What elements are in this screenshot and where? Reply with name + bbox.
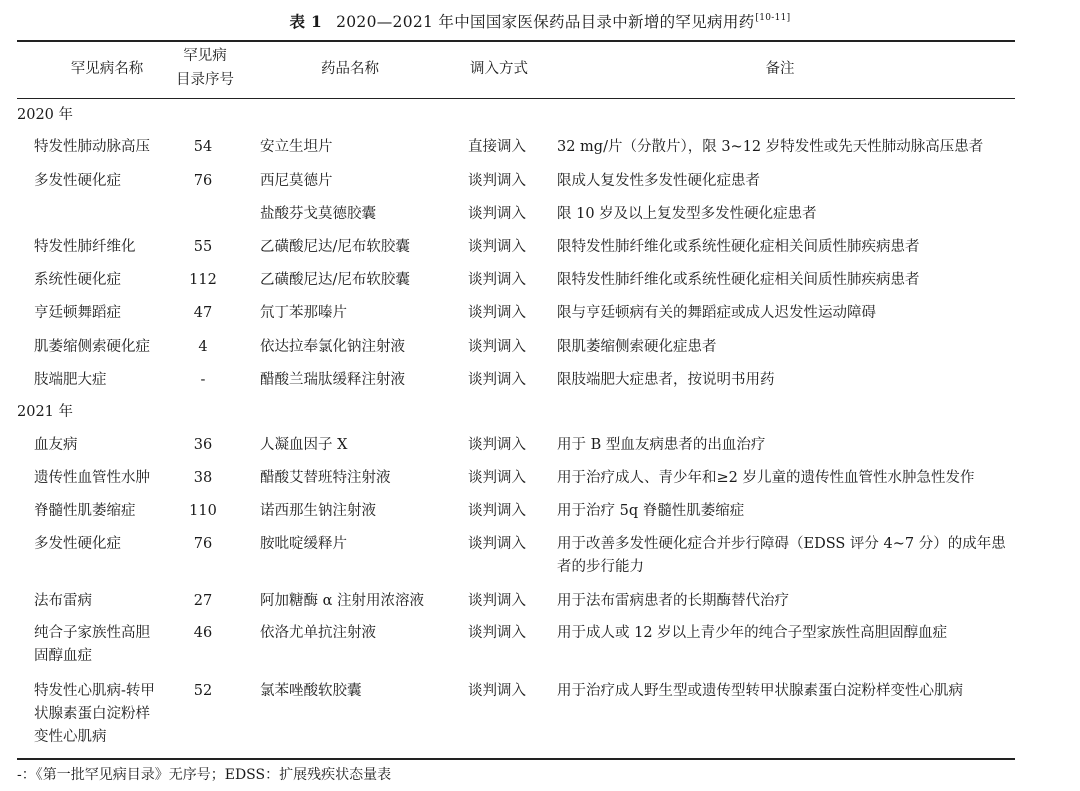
drug-name: 安立生坦片: [260, 139, 333, 155]
bottom-rule: [17, 758, 1015, 760]
remark: 用于成人或 12 岁以上青少年的纯合子型家族性高胆固醇血症: [557, 625, 948, 641]
inclusion-method: 谈判调入: [468, 173, 526, 189]
catalog-no: 112: [189, 272, 217, 288]
disease-name: 遗传性血管性水肿: [34, 470, 150, 486]
inclusion-method: 谈判调入: [468, 239, 526, 255]
disease-name: 特发性心肌病-转甲状腺素蛋白淀粉样变性心肌病: [34, 683, 155, 745]
disease-name: 特发性肺纤维化: [34, 239, 136, 255]
drug-name: 氯苯唑酸软胶囊: [260, 683, 362, 699]
drug-name: 氘丁苯那嗪片: [260, 305, 347, 321]
top-rule: [17, 40, 1015, 42]
catalog-no: 47: [193, 305, 213, 321]
table-footnote: -：《第一批罕见病目录》无序号；EDSS：扩展残疾状态量表: [17, 767, 392, 783]
header-remarks: 备注: [765, 61, 795, 77]
drug-name: 醋酸艾替班特注射液: [260, 470, 391, 486]
catalog-no: 46: [193, 625, 213, 641]
year-2021-label: 2021 年: [17, 404, 74, 420]
inclusion-method: 谈判调入: [468, 206, 526, 222]
disease-name: 纯合子家族性高胆固醇血症: [34, 625, 150, 664]
remark: 用于 B 型血友病患者的出血治疗: [557, 437, 766, 453]
drug-name: 醋酸兰瑞肽缓释注射液: [260, 372, 405, 388]
catalog-no: 52: [193, 683, 213, 699]
inclusion-method: 谈判调入: [468, 305, 526, 321]
table-label: 表 1: [289, 12, 323, 31]
inclusion-method: 谈判调入: [468, 683, 526, 699]
table-title: 2020—2021 年中国国家医保药品目录中新增的罕见病用药: [336, 13, 755, 31]
remark: 限 10 岁及以上复发型多发性硬化症患者: [557, 206, 817, 222]
drug-name: 依洛尤单抗注射液: [260, 625, 376, 641]
remark: 用于法布雷病患者的长期酶替代治疗: [557, 593, 789, 609]
header-disease-name: 罕见病名称: [70, 61, 144, 77]
drug-name: 胺吡啶缓释片: [260, 536, 347, 552]
catalog-no: 110: [189, 503, 217, 519]
year-2020-label: 2020 年: [17, 107, 74, 123]
header-drug-name: 药品名称: [321, 61, 379, 77]
remark: 限特发性肺纤维化或系统性硬化症相关间质性肺疾病患者: [557, 272, 920, 288]
catalog-no: 27: [193, 593, 213, 609]
remark: 限肢端肥大症患者，按说明书用药: [557, 372, 775, 388]
disease-name: 肌萎缩侧索硬化症: [34, 339, 150, 355]
disease-name: 亨廷顿舞蹈症: [34, 305, 121, 321]
disease-name: 肢端肥大症: [34, 372, 107, 388]
drug-name: 阿加糖酶 α 注射用浓溶液: [260, 593, 425, 609]
remark: 用于治疗 5q 脊髓性肌萎缩症: [557, 503, 745, 519]
catalog-no: 36: [193, 437, 213, 453]
disease-name: 脊髓性肌萎缩症: [34, 503, 136, 519]
remark: 用于治疗成人、青少年和≥2 岁儿童的遗传性血管性水肿急性发作: [557, 470, 975, 486]
inclusion-method: 谈判调入: [468, 625, 526, 641]
disease-name: 系统性硬化症: [34, 272, 121, 288]
reference-citation[interactable]: [10-11]: [755, 13, 791, 23]
drug-name: 人凝血因子 X: [260, 437, 348, 453]
remark: 用于治疗成人野生型或遗传型转甲状腺素蛋白淀粉样变性心肌病: [557, 683, 963, 699]
inclusion-method: 谈判调入: [468, 503, 526, 519]
inclusion-method: 谈判调入: [468, 536, 526, 552]
table-caption: [0, 10, 1080, 32]
remark: 限特发性肺纤维化或系统性硬化症相关间质性肺疾病患者: [557, 239, 920, 255]
inclusion-method: 谈判调入: [468, 437, 526, 453]
inclusion-method: 谈判调入: [468, 339, 526, 355]
catalog-no: -: [200, 372, 206, 388]
disease-name: 法布雷病: [34, 593, 92, 609]
drug-name: 依达拉奉氯化钠注射液: [260, 339, 405, 355]
catalog-no: 38: [193, 470, 213, 486]
header-catalog-no-line1: 罕见病: [183, 48, 227, 64]
remark: 32 mg/片（分散片），限 3~12 岁特发性或先天性肺动脉高压患者: [557, 139, 984, 155]
disease-name: 特发性肺动脉高压: [34, 139, 150, 155]
remark: 限肌萎缩侧索硬化症患者: [557, 339, 717, 355]
drug-name: 诺西那生钠注射液: [260, 503, 376, 519]
disease-name: 血友病: [34, 437, 78, 453]
catalog-no: 4: [198, 339, 208, 355]
remark: 用于改善多发性硬化症合并步行障碍（EDSS 评分 4~7 分）的成年患者的步行能力: [557, 536, 1006, 575]
drug-name: 乙磺酸尼达/尼布软胶囊: [260, 272, 410, 288]
drug-name: 西尼莫德片: [260, 173, 333, 189]
header-inclusion-method: 调入方式: [470, 61, 528, 77]
header-rule: [17, 98, 1015, 99]
catalog-no: 76: [193, 173, 213, 189]
disease-name: 多发性硬化症: [34, 173, 121, 189]
inclusion-method: 谈判调入: [468, 470, 526, 486]
disease-name: 多发性硬化症: [34, 536, 121, 552]
header-catalog-no-line2: 目录序号: [176, 72, 234, 88]
drug-name: 乙磺酸尼达/尼布软胶囊: [260, 239, 410, 255]
remark: 限成人复发性多发性硬化症患者: [557, 173, 760, 189]
inclusion-method: 直接调入: [468, 139, 526, 155]
catalog-no: 76: [193, 536, 213, 552]
inclusion-method: 谈判调入: [468, 593, 526, 609]
remark: 限与亨廷顿病有关的舞蹈症或成人迟发性运动障碍: [557, 305, 876, 321]
drug-name: 盐酸芬戈莫德胶囊: [260, 206, 376, 222]
inclusion-method: 谈判调入: [468, 372, 526, 388]
catalog-no: 55: [193, 239, 213, 255]
inclusion-method: 谈判调入: [468, 272, 526, 288]
catalog-no: 54: [193, 139, 213, 155]
